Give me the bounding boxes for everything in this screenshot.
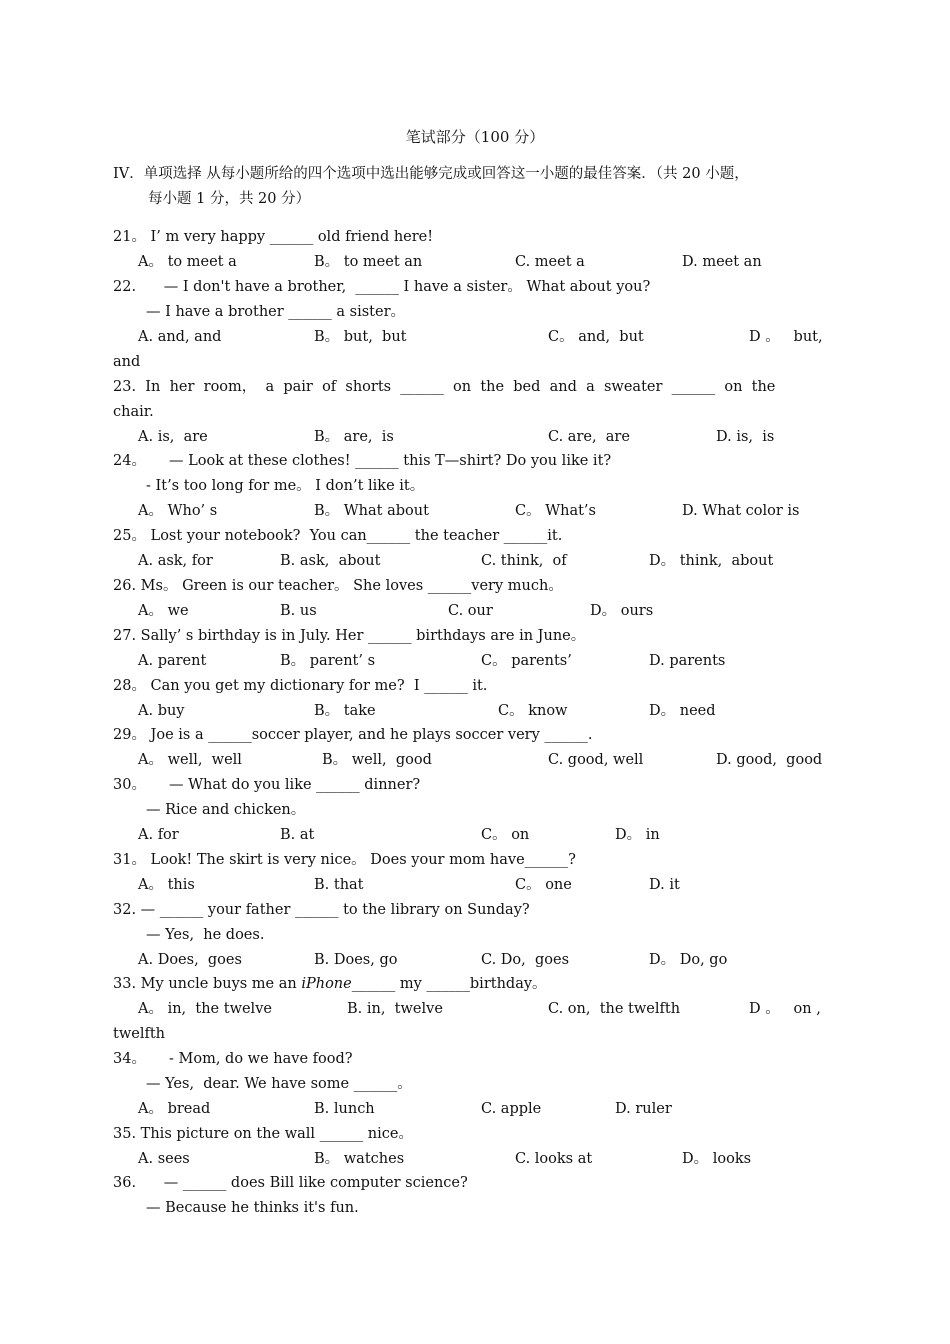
question-26-stem: 26. Ms。 Green is our teacher。 She loves ______very much。 bbox=[113, 578, 563, 594]
question-32-stem-reply: — Yes, he does. bbox=[146, 927, 265, 943]
question-23-option-d: D. is, is bbox=[716, 429, 775, 445]
question-25-option-b: B. ask, about bbox=[280, 553, 381, 569]
question-25-stem: 25。 Lost your notebook? You can______ the teacher ______it. bbox=[113, 528, 563, 544]
question-25-option-d: D。 think, about bbox=[649, 553, 774, 569]
question-35-option-d: D。 looks bbox=[682, 1151, 752, 1167]
question-30-option-b: B. at bbox=[280, 827, 315, 843]
question-21-option-a: A。 to meet a bbox=[138, 254, 237, 270]
question-21-stem: 21。 I’ m very happy ______ old friend here! bbox=[113, 229, 434, 245]
question-33-option-c: C. on, the twelfth bbox=[548, 1001, 681, 1017]
question-23-option-b: B。 are, is bbox=[314, 429, 394, 445]
question-21-option-d: D. meet an bbox=[682, 254, 762, 270]
question-32-option-d: D。 Do, go bbox=[649, 952, 728, 968]
question-34-stem-reply: — Yes, dear. We have some ______。 bbox=[146, 1076, 412, 1092]
question-30-option-d: D。 in bbox=[615, 827, 660, 843]
section-instructions-line2: 每小题 1 分，共 20 分） bbox=[148, 191, 311, 207]
question-27-option-a: A. parent bbox=[138, 653, 207, 669]
question-32-option-c: C. Do, goes bbox=[481, 952, 570, 968]
question-35-option-c: C. looks at bbox=[515, 1151, 593, 1167]
question-34-option-c: C. apple bbox=[481, 1101, 542, 1117]
question-28-option-b: B。 take bbox=[314, 703, 376, 719]
question-33-stem bbox=[113, 974, 547, 994]
question-26-option-b: B. us bbox=[280, 603, 317, 619]
question-27-option-d: D. parents bbox=[649, 653, 726, 669]
question-22-option-d-wrap: and bbox=[113, 354, 141, 370]
question-29-stem: 29。 Joe is a ______soccer player, and he plays soccer very ______. bbox=[113, 727, 593, 743]
question-33-stem-end: ______ my ______birthday。 bbox=[351, 976, 547, 992]
question-22-option-c: C。 and, but bbox=[548, 329, 644, 345]
question-25-option-c: C. think, of bbox=[481, 553, 567, 569]
question-30-option-c: C。 on bbox=[481, 827, 530, 843]
question-30-stem-reply: — Rice and chicken。 bbox=[146, 802, 306, 818]
question-22-option-b: B。 but, but bbox=[314, 329, 407, 345]
question-22-option-d: D 。 but, bbox=[749, 329, 823, 345]
question-33-option-b: B. in, twelve bbox=[347, 1001, 443, 1017]
question-28-option-c: C。 know bbox=[498, 703, 568, 719]
question-24-option-a: A。 Who’ s bbox=[138, 503, 218, 519]
question-28-option-d: D。 need bbox=[649, 703, 716, 719]
question-24-option-b: B。 What about bbox=[314, 503, 429, 519]
section-instructions-line1: IV．单项选择 从每小题所给的四个选项中选出能够完成或回答这一小题的最佳答案．（共 20 小题， bbox=[113, 166, 749, 182]
question-36-stem: 36. — ______ does Bill like computer science? bbox=[113, 1175, 468, 1191]
question-31-option-d: D. it bbox=[649, 877, 680, 893]
question-31-stem: 31。 Look! The skirt is very nice。 Does your mom have______? bbox=[113, 852, 576, 868]
question-27-option-c: C。 parents’ bbox=[481, 653, 572, 669]
question-27-option-b: B。 parent’ s bbox=[280, 653, 376, 669]
question-26-option-d: D。 ours bbox=[590, 603, 654, 619]
question-23-option-a: A. is, are bbox=[138, 429, 208, 445]
question-33-option-a: A。 in, the twelve bbox=[138, 1001, 272, 1017]
question-36-stem-reply: — Because he thinks it's fun. bbox=[146, 1200, 359, 1216]
question-34-option-a: A。 bread bbox=[138, 1101, 211, 1117]
question-33-stem-iphone: iPhone bbox=[301, 976, 352, 992]
question-34-option-b: B. lunch bbox=[314, 1101, 375, 1117]
question-21-option-c: C. meet a bbox=[515, 254, 585, 270]
question-34-option-d: D. ruler bbox=[615, 1101, 672, 1117]
question-22-stem-reply: — I have a brother ______ a sister。 bbox=[146, 304, 406, 320]
question-33-stem-start: 33. My uncle buys me an bbox=[113, 976, 302, 992]
question-31-option-a: A。 this bbox=[138, 877, 195, 893]
question-26-option-c: C. our bbox=[448, 603, 493, 619]
question-24-stem: 24。 — Look at these clothes! ______ this T—shirt? Do you like it? bbox=[113, 453, 612, 469]
question-24-option-c: C。 What’s bbox=[515, 503, 596, 519]
question-24-option-d: D. What color is bbox=[682, 503, 800, 519]
question-22-option-a: A. and, and bbox=[138, 329, 222, 345]
question-29-option-a: A。 well, well bbox=[138, 752, 242, 768]
question-28-stem: 28。 Can you get my dictionary for me? I ______ it. bbox=[113, 678, 488, 694]
question-28-option-a: A. buy bbox=[138, 703, 185, 719]
question-32-option-b: B. Does, go bbox=[314, 952, 398, 968]
question-31-option-c: C。 one bbox=[515, 877, 572, 893]
question-23-stem: 23. In her room， a pair of shorts ______ on the bed and a sweater ______ on the bbox=[113, 379, 776, 395]
question-30-option-a: A. for bbox=[138, 827, 179, 843]
question-33-option-d: D 。 on , bbox=[749, 1001, 821, 1017]
question-23-option-c: C. are, are bbox=[548, 429, 630, 445]
question-30-stem: 30。 — What do you like ______ dinner? bbox=[113, 777, 421, 793]
question-23-stem-wrap: chair. bbox=[113, 404, 154, 420]
question-25-option-a: A. ask, for bbox=[138, 553, 213, 569]
question-24-stem-reply: - It’s too long for me。 I don’t like it。 bbox=[146, 478, 425, 494]
question-26-option-a: A。 we bbox=[138, 603, 189, 619]
question-21-option-b: B。 to meet an bbox=[314, 254, 423, 270]
question-35-stem: 35. This picture on the wall ______ nice。 bbox=[113, 1126, 413, 1142]
question-35-option-b: B。 watches bbox=[314, 1151, 405, 1167]
question-27-stem: 27. Sally’ s birthday is in July. Her ______ birthdays are in June。 bbox=[113, 628, 586, 644]
question-29-option-d: D. good, good bbox=[716, 752, 823, 768]
question-31-option-b: B. that bbox=[314, 877, 364, 893]
question-29-option-b: B。 well, good bbox=[322, 752, 432, 768]
question-22-stem: 22. — I don't have a brother, ______ I have a sister。 What about you? bbox=[113, 279, 651, 295]
question-29-option-c: C. good, well bbox=[548, 752, 644, 768]
question-33-option-d-wrap: twelfth bbox=[113, 1026, 165, 1042]
page-title: 笔试部分（100 分） bbox=[405, 128, 545, 146]
question-32-option-a: A. Does, goes bbox=[138, 952, 242, 968]
question-35-option-a: A. sees bbox=[138, 1151, 190, 1167]
question-34-stem: 34。 - Mom, do we have food? bbox=[113, 1051, 353, 1067]
question-32-stem: 32. — ______ your father ______ to the library on Sunday? bbox=[113, 902, 530, 918]
